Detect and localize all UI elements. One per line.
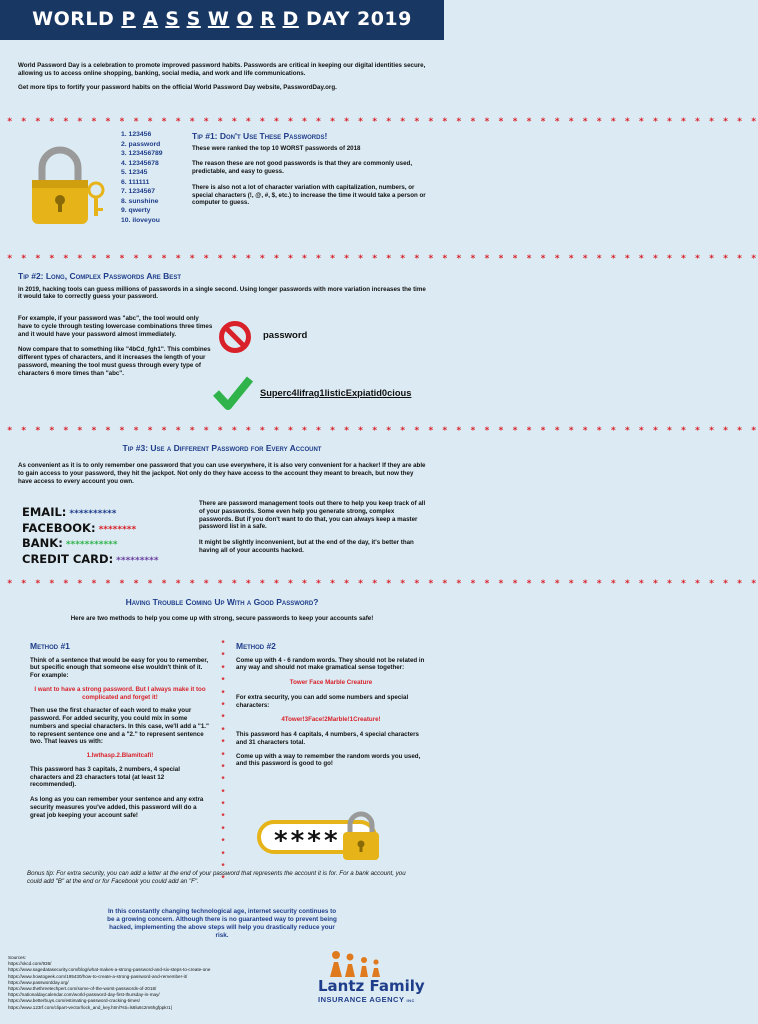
tip2-text: Now compare that to something like "4bCd_fgh1". This combines different types of characters, and it increases the length of your password, meaning the tool must guess through every type of characters 6 more times than "abc". bbox=[18, 346, 211, 377]
tip3-text: There are password management tools out there to help you keep track of all of your passwords. Some even help you generate strong, complex passwords. But if you don't want to do that, you can always keep a master password list in a safe. bbox=[199, 500, 426, 531]
method2-text: This password has 4 capitals, 4 numbers, 4 special characters and 31 characters total. bbox=[236, 731, 419, 746]
method1-text: Think of a sentence that would be easy for you to remember, but specific enough that someone else wouldn't think of it. For example: bbox=[30, 656, 209, 680]
method1-text: As long as you can remember your sentence and any extra security measures you've added, this password will do a great job keeping your account safe! bbox=[30, 796, 204, 819]
list-item: 9. qwerty bbox=[121, 207, 151, 215]
title-banner bbox=[0, 0, 444, 40]
sources-label: Sources: bbox=[8, 955, 27, 960]
list-item: 7. 1234567 bbox=[121, 188, 156, 196]
tip3-content bbox=[199, 500, 427, 555]
credential-row: EMAIL: ********** bbox=[22, 505, 117, 519]
list-item: 10. iloveyou bbox=[121, 216, 160, 224]
list-item: 8. sunshine bbox=[121, 197, 159, 205]
trouble-subtitle: Here are two methods to help you come up with strong, secure passwords to keep your accounts safe! bbox=[70, 614, 374, 622]
list-item: 5. 12345 bbox=[121, 169, 148, 177]
page-title: WORLD P A S S W O R D DAY 2019 bbox=[32, 8, 412, 31]
method1-example: I want to have a strong password. But I always make it too complicated and forget it! bbox=[34, 685, 206, 701]
method1-text: Then use the first character of each word to make your password. For added security, you could mix in some numbers and special characters. In this case, we'll add a "1." to represent sentence one and a "2." to represent sentence two. That leaves us with: bbox=[30, 707, 209, 746]
method2-column bbox=[236, 641, 426, 768]
tip1-title: Tip #1: Don't Use These Passwords! bbox=[192, 131, 328, 141]
lock-icon bbox=[340, 810, 382, 865]
sources-list bbox=[8, 955, 308, 1011]
padlock-key-icon bbox=[26, 146, 108, 229]
column-star-divider: * * * * * * * * * * * * * * * * * * * * bbox=[221, 639, 225, 884]
method1-column bbox=[30, 641, 210, 819]
intro-section bbox=[0, 62, 444, 91]
source-link[interactable]: https://nationaldaycalendar.com/world-password-day-first-thursday-in-may/ bbox=[8, 992, 160, 998]
checkmark-icon bbox=[213, 375, 253, 414]
source-link[interactable]: https://www.howtogeek.com/195430/how-to-create-a-strong-password-and-remember-it/ bbox=[8, 973, 188, 979]
method1-title: Method #1 bbox=[30, 641, 70, 651]
method2-text: Come up with a way to remember the random words you used, and this password is good to go! bbox=[236, 752, 421, 768]
source-link[interactable]: https://xkcd.com/936/ bbox=[8, 961, 52, 967]
credential-row: FACEBOOK: ******** bbox=[22, 520, 137, 535]
password-mask: **** bbox=[273, 826, 340, 856]
list-item: 4. 12345678 bbox=[121, 159, 159, 167]
family-figures-icon bbox=[326, 950, 386, 978]
credential-row: BANK: *********** bbox=[22, 536, 118, 551]
bonus-tip: Bonus tip: For extra security, you can add a letter at the end of your password that represents the account it is for. For a bank account, you could add "B" at the end or for Facebook you could add an "F". bbox=[27, 870, 406, 885]
tip1-content bbox=[192, 131, 428, 207]
method2-example: Tower Face Marble Creature bbox=[289, 679, 373, 687]
method1-text: This password has 3 capitals, 2 numbers, 4 special characters and 23 characters total (at least 12 recommended). bbox=[30, 765, 180, 789]
tip3-text: It might be slightly inconvenient, but at the end of the day, it's better than having all of your accounts hacked. bbox=[199, 539, 414, 554]
source-link[interactable]: https://www.sagedatasecurity.com/blog/what-makes-a-strong-password-and-six-steps-to-create-one bbox=[8, 967, 211, 973]
good-password-example: Superc4lifrag1listicExpiatid0cious bbox=[260, 388, 412, 398]
intro-text: World Password Day is a celebration to promote improved password habits. Passwords are critical in keeping our digital identities secure, allowing us to access online shopping, banking, social media, and work and life communications. bbox=[18, 62, 426, 77]
logo-name: Lantz Family bbox=[318, 977, 425, 995]
method1-result: 1.Iwthasp.2.BIamitcafi! bbox=[86, 752, 154, 760]
trouble-section bbox=[0, 597, 444, 622]
tip2-text: For example, if your password was "abc", the tool would only have to cycle through testing lowercase combinations three times and it would have your password almost immediately. bbox=[18, 315, 213, 338]
star-divider: * * * * * * * * * * * * * * * * * * * * * * * * * * * * * * * * * * * * * * * * * * * * * * * * * * * * * * bbox=[7, 254, 758, 264]
list-item: 6. 111111 bbox=[121, 178, 150, 186]
tip1-text: There is also not a lot of character variation with capitalization, numbers, or special characters (!, @, #, $, etc.) to increase the time it would take a person or computer to guess. bbox=[192, 183, 426, 207]
trouble-title: Having Trouble Coming Up With a Good Password? bbox=[125, 597, 319, 607]
logo-subtitle: INSURANCE AGENCY INC bbox=[318, 994, 415, 1004]
tip3-intro bbox=[0, 462, 444, 485]
worst-passwords-list bbox=[121, 130, 163, 225]
company-logo bbox=[318, 950, 438, 1004]
tip2-explanation bbox=[18, 315, 214, 377]
source-link[interactable]: https://www.thethreetechpert.com/some-of-the-worst-passwords-of-2018/ bbox=[8, 985, 157, 991]
source-link[interactable]: https://www.betterbuys.com/estimating-password-cracking-times/ bbox=[8, 998, 140, 1004]
method2-result: 4Tower!3Face!2Marble!1Creature! bbox=[281, 716, 381, 724]
method2-title: Method #2 bbox=[236, 641, 276, 651]
tip2-title: Tip #2: Long, Complex Passwords Are Best bbox=[18, 271, 181, 281]
list-item: 3. 123456789 bbox=[121, 150, 163, 158]
tip2-text: In 2019, hacking tools can guess millions of passwords in a single second. Using longer passwords with more variation increases the time it would take to correctly guess your password. bbox=[18, 285, 426, 301]
intro-link-text: Get more tips to fortify your password habits on the official World Password Day website, PasswordDay.org. bbox=[18, 83, 337, 91]
star-divider: * * * * * * * * * * * * * * * * * * * * * * * * * * * * * * * * * * * * * * * * * * * * * * * * * * * * * * bbox=[7, 117, 758, 127]
method2-text: For extra security, you can add some numbers and special characters: bbox=[236, 693, 409, 709]
tip3-text: As convenient as it is to only remember one password that you can use everywhere, it is also very convenient for a hacker! If they are able to gain access to your password, they hit the jackpot. Not only do they have access to the account they meant to breach, but now they have access to every account you own. bbox=[18, 462, 426, 485]
method2-text: Come up with 4 - 6 random words. They should not be related in any way and should not make gramatical sense together: bbox=[236, 656, 425, 672]
source-link[interactable]: https://www.passwordday.org/ bbox=[8, 979, 69, 985]
prohibited-icon bbox=[218, 320, 252, 357]
star-divider: * * * * * * * * * * * * * * * * * * * * * * * * * * * * * * * * * * * * * * * * * * * * * * * * * * * * * * bbox=[7, 579, 758, 589]
tip2-section bbox=[0, 271, 444, 301]
credential-row: CREDIT CARD: ********* bbox=[22, 552, 159, 567]
list-item: 2. password bbox=[121, 140, 161, 148]
tip1-text: These were ranked the top 10 WORST passwords of 2018 bbox=[192, 144, 361, 152]
list-item: 1. 123456 bbox=[121, 131, 152, 138]
tip3-title: Tip #3: Use a Different Password for Every Account bbox=[122, 443, 322, 453]
credentials-list bbox=[22, 505, 159, 568]
tip1-text: The reason these are not good passwords is that they are commonly used, predictable, and easy to guess. bbox=[192, 160, 413, 176]
bad-password-example: password bbox=[263, 330, 308, 341]
closing-statement: In this constantly changing technological age, internet security continues to be a growing concern. Although there is no guaranteed way to prevent being hacked, implementing the above steps will help you drastically reduce your risk. bbox=[107, 908, 337, 939]
star-divider: * * * * * * * * * * * * * * * * * * * * * * * * * * * * * * * * * * * * * * * * * * * * * * * * * * * * * * bbox=[7, 426, 758, 436]
source-link[interactable]: https://www.123rf.com/clipart-vector/lock_and_key.html?sti=ls8lu8c2m6hgfppkr1| bbox=[8, 1004, 172, 1010]
